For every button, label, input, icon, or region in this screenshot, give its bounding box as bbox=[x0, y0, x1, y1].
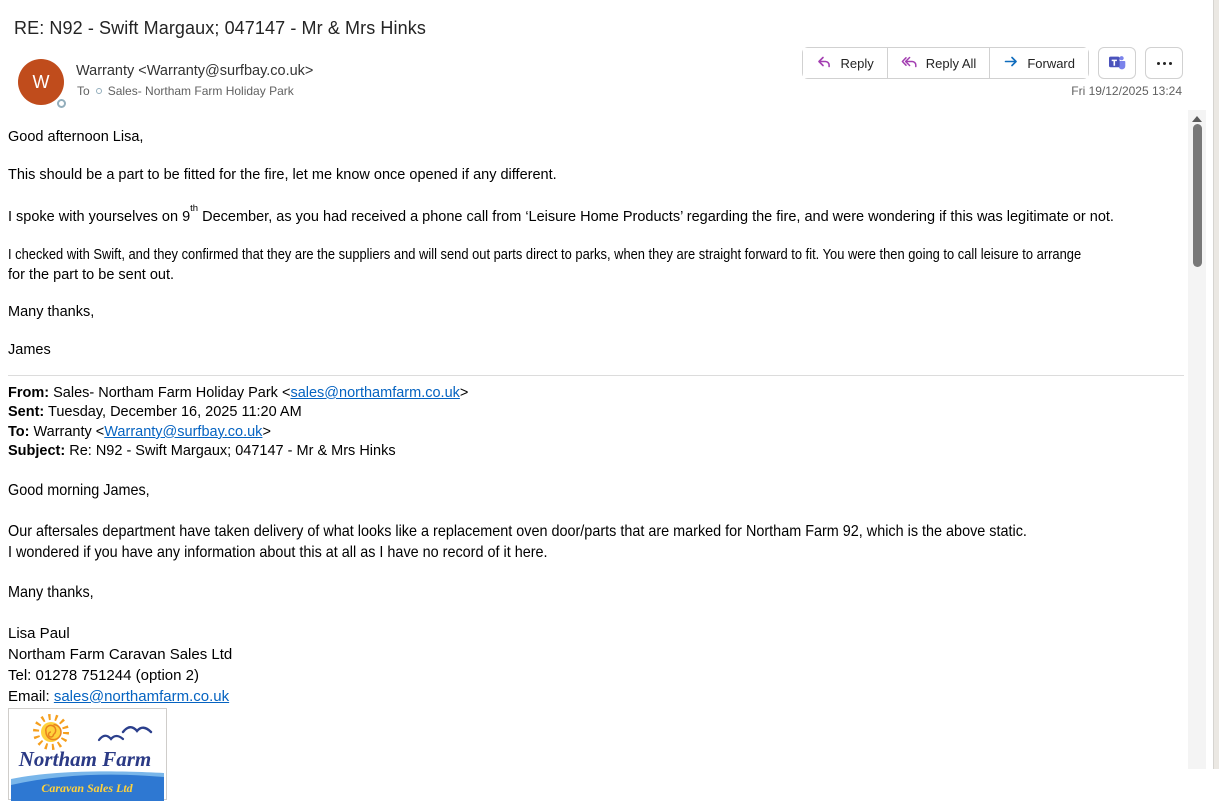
to-label: To bbox=[77, 84, 90, 98]
birds-icon bbox=[99, 736, 123, 740]
northam-farm-logo bbox=[8, 708, 167, 800]
quoted-sent-line: Sent: Tuesday, December 16, 2025 11:20 AM bbox=[8, 404, 302, 421]
ordinal-superscript: th bbox=[190, 202, 199, 214]
quoted-signature bbox=[8, 623, 1184, 707]
forward-button-label: Forward bbox=[1027, 55, 1075, 71]
avatar-initial: W bbox=[32, 71, 50, 92]
vertical-scrollbar[interactable] bbox=[1188, 110, 1206, 769]
body-paragraph: I checked with Swift, and they confirmed that they are the suppliers and will send out parts direct to parks, when they are straight forward to fit. You were then going to call leisure to arrange for the part to be sent out. bbox=[8, 246, 1082, 283]
reply-button[interactable] bbox=[803, 48, 887, 78]
reply-button-label: Reply bbox=[840, 55, 874, 71]
from-email-link[interactable]: sales@northamfarm.co.uk bbox=[290, 384, 460, 401]
more-options-icon bbox=[1157, 62, 1172, 65]
reply-all-button-label: Reply All bbox=[925, 55, 977, 71]
presence-offline-icon bbox=[96, 88, 102, 94]
quoted-from-line: From: Sales- Northam Farm Holiday Park <sales@northamfarm.co.uk> bbox=[8, 384, 469, 401]
quoted-body-paragraph: Good morning James, bbox=[8, 481, 150, 499]
more-options-button[interactable] bbox=[1145, 47, 1183, 79]
reply-all-button[interactable] bbox=[888, 48, 991, 78]
quoted-body-paragraph: Our aftersales department have taken delivery of what looks like a replacement oven door/parts that are marked for Northam Farm 92, which is the above static. I wondered if you have any information about this at all as I have no record of it here. bbox=[8, 523, 1027, 561]
email-subject-title: RE: N92 - Swift Margaux; 047147 - Mr & Mrs Hinks bbox=[14, 18, 426, 38]
message-actions-toolbar bbox=[802, 47, 1183, 79]
signature-email-line: Email: sales@northamfarm.co.uk bbox=[8, 687, 230, 705]
signature-name: Lisa Paul bbox=[8, 624, 70, 642]
body-paragraph: Good afternoon Lisa, bbox=[8, 129, 144, 145]
scroll-up-arrow-icon[interactable] bbox=[1192, 116, 1202, 122]
signature-telephone: Tel: 01278 751244 (option 2) bbox=[8, 666, 199, 684]
share-to-teams-button[interactable] bbox=[1098, 47, 1136, 79]
teams-icon bbox=[1107, 52, 1127, 75]
signature-company: Northam Farm Caravan Sales Ltd bbox=[8, 645, 233, 663]
reply-button-group bbox=[802, 47, 1089, 79]
quoted-headers bbox=[8, 384, 1184, 462]
presence-offline-icon bbox=[57, 99, 66, 108]
body-signoff: James bbox=[8, 341, 51, 358]
forward-icon bbox=[1003, 54, 1019, 73]
forward-button[interactable] bbox=[990, 48, 1088, 78]
signature-email-link[interactable]: sales@northamfarm.co.uk bbox=[53, 687, 230, 705]
scrollbar-thumb[interactable] bbox=[1193, 124, 1202, 267]
sender-name-email[interactable]: Warranty <Warranty@surfbay.co.uk> bbox=[76, 63, 314, 79]
body-paragraph: Many thanks, bbox=[8, 303, 95, 320]
logo-subtitle-text: Caravan Sales Ltd bbox=[41, 780, 133, 795]
quoted-to-line: To: Warranty <Warranty@surfbay.co.uk> bbox=[8, 423, 271, 440]
recipient-line bbox=[77, 84, 294, 98]
quoted-body-paragraph: Many thanks, bbox=[8, 584, 94, 602]
quoted-message-divider bbox=[8, 375, 1184, 376]
body-paragraph: I spoke with yourselves on 9th December, as you had received a phone call from ‘Leisure Home Products’ regarding the fire, and were wondering if this was legitimate or not. bbox=[8, 202, 1114, 225]
quoted-subject-line: Subject: Re: N92 - Swift Margaux; 047147 - Mr & Mrs Hinks bbox=[8, 443, 396, 460]
received-date: Fri 19/12/2025 13:24 bbox=[1071, 84, 1182, 98]
sender-avatar[interactable] bbox=[18, 59, 64, 105]
recipient-name[interactable]: Sales- Northam Farm Holiday Park bbox=[107, 84, 294, 98]
window-edge-strip bbox=[1213, 0, 1219, 769]
reply-all-icon bbox=[901, 54, 918, 73]
logo-title-text: Northam Farm bbox=[18, 746, 152, 771]
to-email-link[interactable]: Warranty@surfbay.co.uk bbox=[104, 423, 263, 440]
body-paragraph: This should be a part to be fitted for the fire, let me know once opened if any different. bbox=[8, 167, 557, 183]
reply-icon bbox=[816, 54, 832, 73]
email-body bbox=[8, 127, 1184, 800]
